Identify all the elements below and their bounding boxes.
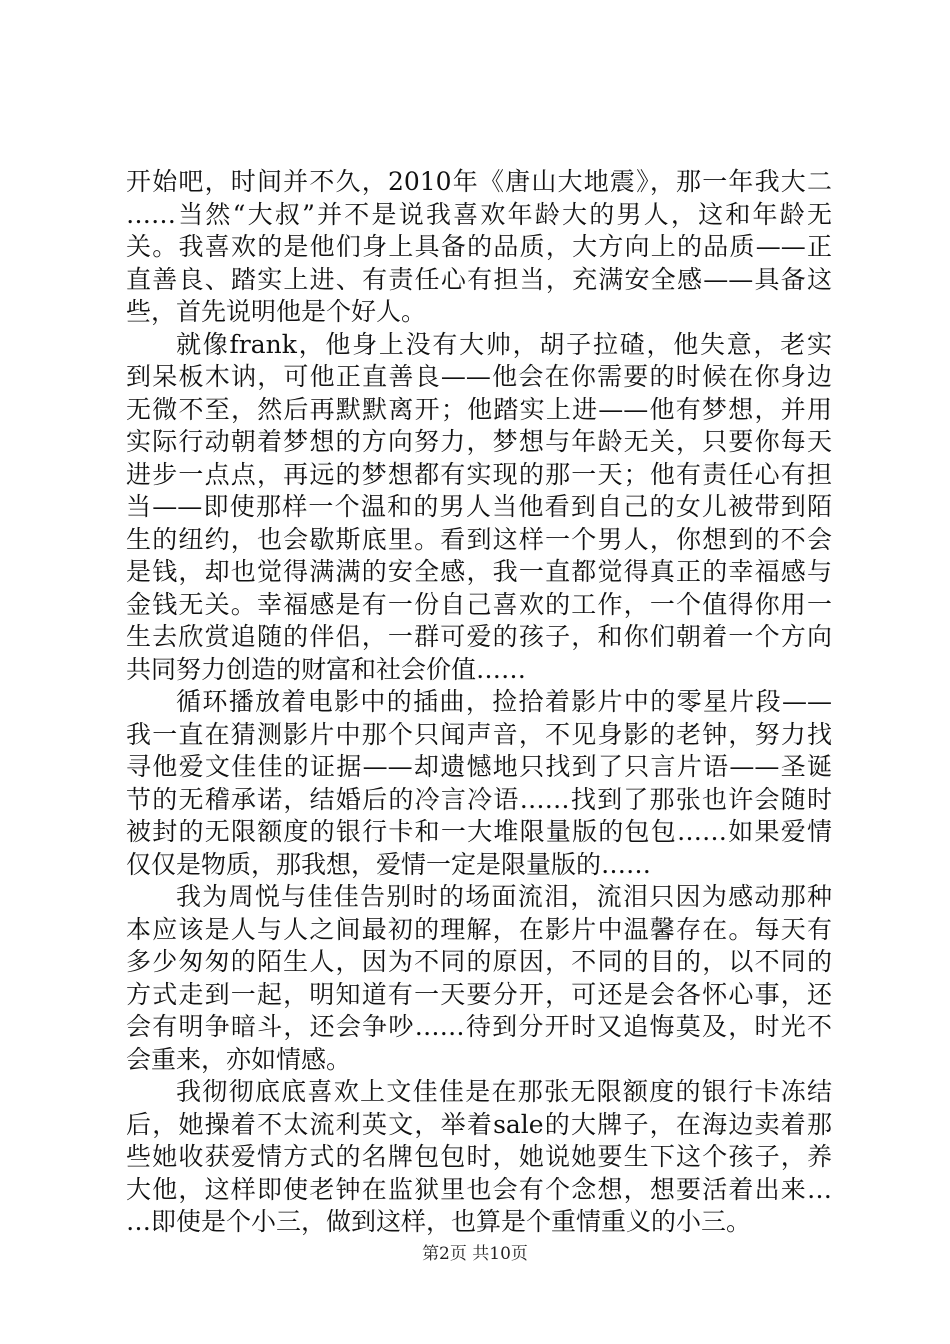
paragraph [126,1076,832,1239]
text-line: 当——即使那样一个温和的男人当他看到自己的女儿被带到陌 [126,492,832,521]
text-line: ……当然“大叔”并不是说我喜欢年龄大的男人，这和年龄无 [126,199,832,229]
paragraph [126,329,832,687]
text-line: …即使是个小三，做到这样，也算是个重情重义的小三。 [126,1207,752,1236]
text-line: 我为周悦与佳佳告别时的场面流泪，流泪只因为感动那种 [176,882,832,911]
text-line: 寻他爱文佳佳的证据——却遗憾地只找到了只言片语——圣诞 [126,752,832,781]
text-line: 直善良、踏实上进、有责任心有担当，充满安全感——具备这 [126,264,832,294]
text-line: 金钱无关。幸福感是有一份自己喜欢的工作，一个值得你用一 [126,589,832,619]
text-line: 本应该是人与人之间最初的理解，在影片中温馨存在。每天有 [126,914,832,944]
paragraph [126,881,832,1076]
text-line: 我一直在猜测影片中那个只闻声音，不见身影的老钟，努力找 [126,719,832,749]
text-line: 就像frank，他身上没有大帅，胡子拉碴，他失意，老实 [176,329,832,359]
text-line: 后，她操着不太流利英文，举着sale的大牌子，在海边卖着那 [126,1109,832,1139]
text-line: 开始吧，时间并不久，2010年《唐山大地震》，那一年我大二 [126,167,832,196]
text-line: 循环播放着电影中的插曲，捡拾着影片中的零星片段—— [176,687,832,716]
text-line: 到呆板木讷，可他正直善良——他会在你需要的时候在你身边 [126,362,832,391]
text-line: 被封的无限额度的银行卡和一大堆限量版的包包……如果爱情 [126,817,832,846]
paragraph [126,686,832,881]
text-line: 共同努力创造的财富和社会价值…… [126,654,527,684]
text-line: 大他，这样即使老钟在监狱里也会有个念想，想要活着出来… [126,1174,832,1204]
article-body [126,166,832,1239]
text-line: 关。我喜欢的是他们身上具备的品质，大方向上的品质——正 [126,232,832,261]
text-line: 实际行动朝着梦想的方向努力，梦想与年龄无关，只要你每天 [126,427,832,456]
text-line: 我彻彻底底喜欢上文佳佳是在那张无限额度的银行卡冻结 [176,1077,832,1106]
text-line: 多少匆匆的陌生人，因为不同的原因，不同的目的，以不同的 [126,947,832,976]
paragraph [126,166,832,329]
text-line: 是钱，却也觉得满满的安全感，我一直都觉得真正的幸福感与 [126,557,832,586]
text-line: 仅仅是物质，那我想，爱情一定是限量版的…… [126,849,652,879]
text-line: 会重来，亦如情感。 [126,1044,352,1074]
text-line: 进步一点点，再远的梦想都有实现的那一天；他有责任心有担 [126,459,832,489]
text-line: 无微不至，然后再默默离开；他踏实上进——他有梦想，并用 [126,394,832,424]
text-line: 些她收获爱情方式的名牌包包时，她说她要生下这个孩子，养 [126,1142,832,1171]
text-line: 会有明争暗斗，还会争吵……待到分开时又追悔莫及，时光不 [126,1012,832,1041]
text-line: 节的无稽承诺，结婚后的冷言冷语……找到了那张也许会随时 [126,784,832,814]
page-footer [0,1242,950,1266]
page-number: 第2页 共10页 [422,1244,528,1264]
text-line: 生的纽约，也会歇斯底里。看到这样一个男人，你想到的不会 [126,524,832,554]
text-line: 方式走到一起，明知道有一天要分开，可还是会各怀心事，还 [126,979,832,1009]
text-line: 生去欣赏追随的伴侣，一群可爱的孩子，和你们朝着一个方向 [126,622,832,651]
text-line: 些，首先说明他是个好人。 [126,297,427,326]
